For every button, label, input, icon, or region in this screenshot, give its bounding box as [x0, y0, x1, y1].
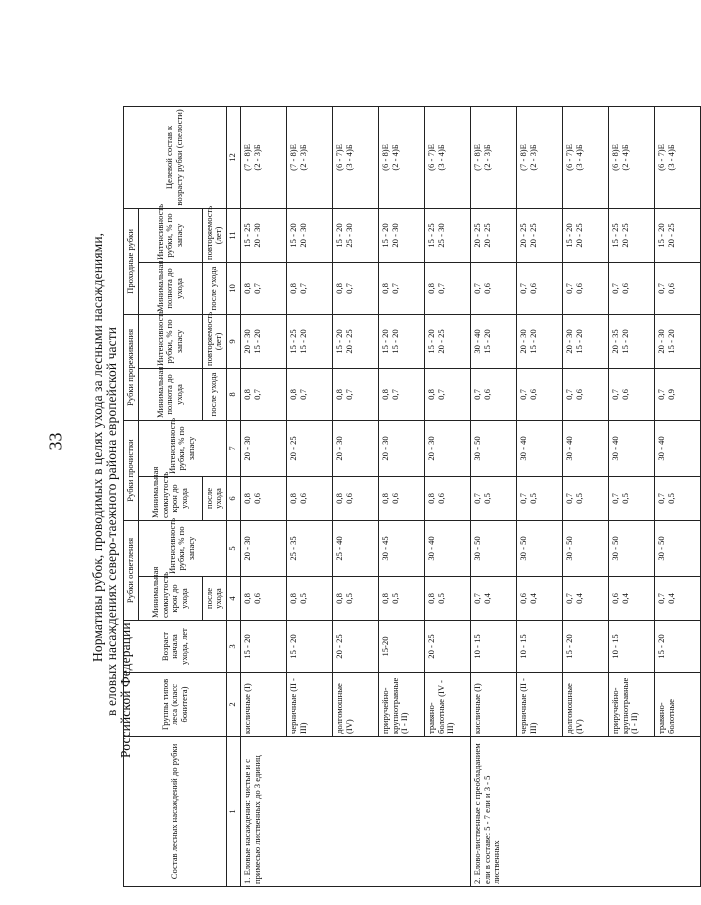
value-cell: 20 - 25 20 - 25 — [470, 208, 516, 262]
value-cell: 0,7 0,5 — [608, 476, 654, 520]
table-body — [240, 106, 700, 886]
value-cell: 0,8 0,6 — [378, 476, 424, 520]
col-number: 5 — [226, 520, 240, 576]
value-cell: 30 - 45 — [378, 520, 424, 576]
forest-type-cell: черничные (II - III) — [286, 673, 332, 737]
value-cell: 20 - 30 — [378, 420, 424, 476]
value-cell: (6 - 7)Е (3 - 4)Б — [424, 106, 470, 208]
value-cell: 0,7 0,4 — [654, 577, 700, 621]
col-number: 7 — [226, 420, 240, 476]
header-intensity-4: Интенсивность рубки, % по запасу — [138, 208, 202, 262]
header-min-completeness-1: Минимальная полнота до ухода — [138, 368, 202, 420]
header-thinning: Рубки прореживания — [124, 314, 139, 420]
value-cell: (6 - 7)Е (3 - 4)Б — [654, 106, 700, 208]
title-line-2: в еловых насаждениях северо-таежного района европейской части — [104, 326, 119, 716]
value-cell: 15-20 — [378, 621, 424, 673]
value-cell: 10 - 15 — [470, 621, 516, 673]
value-cell: 30 - 40 — [562, 420, 608, 476]
value-cell: 0,7 0,6 — [516, 262, 562, 314]
value-cell: 15 - 25 15 - 20 — [286, 314, 332, 368]
col-number: 8 — [226, 368, 240, 420]
value-cell: 0,8 0,6 — [286, 476, 332, 520]
group-name-cell: 2. Елово-лиственные с преобладанием ели в составе: 5 - 7 ели и 3 - 5 лиственных — [470, 737, 700, 887]
value-cell: 0,7 0,6 — [608, 368, 654, 420]
value-cell: 0,7 0,4 — [470, 577, 516, 621]
value-cell: 15 - 20 20 - 25 — [332, 314, 378, 368]
page-number: 33 — [45, 432, 66, 451]
value-cell: 0,8 0,5 — [424, 577, 470, 621]
header-clearing: Рубки осветления — [124, 520, 139, 620]
value-cell: 30 - 40 — [424, 520, 470, 576]
value-cell: 0,8 0,7 — [240, 262, 286, 314]
header-intensity-3: Интенсивность рубки, % по запасу — [138, 314, 202, 368]
norms-table — [123, 106, 701, 887]
value-cell: 0,8 0,7 — [286, 368, 332, 420]
forest-type-cell: долгомошные (IV) — [562, 673, 608, 737]
value-cell: (6 - 7)Е (3 - 4)Б — [332, 106, 378, 208]
value-cell: 0,7 0,6 — [654, 262, 700, 314]
value-cell: 30 - 40 — [608, 420, 654, 476]
value-cell: 15 - 20 20 - 25 — [424, 314, 470, 368]
header-after-care-2: после ухода — [202, 476, 226, 520]
value-cell: 0,8 0,6 — [240, 577, 286, 621]
value-cell: 20 - 25 20 - 25 — [516, 208, 562, 262]
col-number: 9 — [226, 314, 240, 368]
value-cell: 30 - 40 — [516, 420, 562, 476]
value-cell: 30 - 50 — [516, 520, 562, 576]
value-cell: 0,7 0,5 — [654, 476, 700, 520]
value-cell: 20 - 25 — [424, 621, 470, 673]
value-cell: 0,7 0,6 — [470, 368, 516, 420]
value-cell: (6 - 7)Е (3 - 4)Б — [562, 106, 608, 208]
rotated-table-container — [123, 107, 676, 887]
value-cell: 0,8 0,7 — [424, 262, 470, 314]
header-after-care-3: после ухода — [202, 368, 226, 420]
forest-type-cell: травяно-болотные (IV - III) — [424, 673, 470, 737]
value-cell: 20 - 30 — [424, 420, 470, 476]
header-passage: Проходные рубки — [124, 208, 139, 314]
header-composition: Состав лесных насаждений до рубки — [124, 737, 227, 887]
value-cell: (7 - 8)Е (2 - 3)Б — [286, 106, 332, 208]
column-numbers-row — [226, 106, 240, 886]
value-cell: 25 - 40 — [332, 520, 378, 576]
value-cell: (6 - 8)Е (2 - 4)Б — [608, 106, 654, 208]
col-number: 10 — [226, 262, 240, 314]
header-after-care-1: после ухода — [202, 577, 226, 621]
value-cell: 0,8 0,7 — [424, 368, 470, 420]
value-cell: 0,7 0,6 — [516, 368, 562, 420]
header-after-care-4: после ухода — [202, 262, 226, 314]
group-name-cell: 1. Еловые насаждения: чистые и с примесью лиственных до 3 единиц — [240, 737, 470, 887]
value-cell: 0,8 0,7 — [286, 262, 332, 314]
value-cell: 20 - 30 15 - 20 — [654, 314, 700, 368]
value-cell: 15 - 20 20 - 25 — [654, 208, 700, 262]
col-number: 12 — [226, 106, 240, 208]
title-line-3: Российской Федерации — [118, 622, 133, 758]
value-cell: 15 - 20 20 - 25 — [562, 208, 608, 262]
value-cell: 20 - 25 — [332, 621, 378, 673]
value-cell: 0,8 0,5 — [378, 577, 424, 621]
value-cell: 0,8 0,6 — [424, 476, 470, 520]
value-cell: 20 - 30 — [332, 420, 378, 476]
value-cell: 15 - 20 15 - 20 — [378, 314, 424, 368]
value-cell: 0,6 0,4 — [516, 577, 562, 621]
value-cell: 10 - 15 — [516, 621, 562, 673]
forest-type-cell: долгомошные (IV) — [332, 673, 378, 737]
value-cell: 0,7 0,6 — [562, 262, 608, 314]
value-cell: 15 - 20 20 - 30 — [378, 208, 424, 262]
value-cell: 30 - 50 — [562, 520, 608, 576]
value-cell: 15 - 20 — [654, 621, 700, 673]
value-cell: (6 - 8)Е (2 - 4)Б — [378, 106, 424, 208]
col-number: 3 — [226, 621, 240, 673]
value-cell: 30 - 50 — [470, 520, 516, 576]
value-cell: 0,8 0,5 — [286, 577, 332, 621]
header-forest-types: Группы типов леса (класс бонитета) — [124, 673, 227, 737]
header-min-closeness-1: Минимальная сомкнутость крон до ухода — [138, 577, 202, 621]
forest-type-cell: приручейно-крупнотравные (I - II) — [378, 673, 424, 737]
value-cell: 0,8 0,7 — [240, 368, 286, 420]
value-cell: 20 - 30 15 - 20 — [516, 314, 562, 368]
value-cell: 0,7 0,4 — [562, 577, 608, 621]
header-cleaning: Рубки прочистки — [124, 420, 139, 520]
value-cell: 15 - 20 — [286, 621, 332, 673]
value-cell: 0,8 0,6 — [332, 476, 378, 520]
value-cell: 0,8 0,7 — [332, 262, 378, 314]
value-cell: 0,8 0,7 — [378, 262, 424, 314]
title-line-1: Нормативы рубок, проводимых в целях ухода за лесными насаждениями, — [90, 232, 105, 662]
value-cell: (7 - 8)Е (2 - 3)Б — [470, 106, 516, 208]
value-cell: 15 - 20 20 - 30 — [286, 208, 332, 262]
value-cell: 30 - 40 15 - 20 — [470, 314, 516, 368]
value-cell: 0,7 0,9 — [654, 368, 700, 420]
header-start-age: Возраст начала ухода, лет — [124, 621, 227, 673]
header-row-1 — [124, 106, 139, 886]
header-target-composition: Целевой состав к возрасту рубки (спелости) — [124, 106, 227, 208]
value-cell: 20 - 30 — [240, 420, 286, 476]
table-row — [470, 106, 516, 886]
value-cell: 0,7 0,6 — [608, 262, 654, 314]
header-intensity-2: Интенсивность рубки, % по запасу — [138, 420, 226, 476]
col-number: 4 — [226, 577, 240, 621]
header-min-completeness-2: Минимальная полнота до ухода — [138, 262, 202, 314]
col-number: 1 — [226, 737, 240, 887]
value-cell: (7 - 8)Е (2 - 3)Б — [516, 106, 562, 208]
value-cell: 0,7 0,6 — [562, 368, 608, 420]
header-repeat-2: повторяемость (лет) — [202, 208, 226, 262]
value-cell: 20 - 35 15 - 20 — [608, 314, 654, 368]
value-cell: 15 - 25 25 - 30 — [424, 208, 470, 262]
value-cell: 0,8 0,7 — [378, 368, 424, 420]
value-cell: 0,7 0,5 — [470, 476, 516, 520]
value-cell: 25 - 35 — [286, 520, 332, 576]
value-cell: 20 - 30 15 - 20 — [562, 314, 608, 368]
value-cell: 0,8 0,6 — [240, 476, 286, 520]
forest-type-cell: травяно-болотные — [654, 673, 700, 737]
header-intensity-1: Интенсивность рубки, % по запасу — [138, 520, 226, 576]
table-row — [240, 106, 286, 886]
col-number: 2 — [226, 673, 240, 737]
forest-type-cell: черничные (II - III) — [516, 673, 562, 737]
value-cell: 20 - 30 — [240, 520, 286, 576]
value-cell: 15 - 25 20 - 25 — [608, 208, 654, 262]
value-cell: 0,8 0,5 — [332, 577, 378, 621]
value-cell: (7 - 8)Е (2 - 3)Б — [240, 106, 286, 208]
header-min-closeness-2: Минимальная сомкнутость крон до ухода — [138, 476, 202, 520]
forest-type-cell: кисличные (I) — [240, 673, 286, 737]
header-repeat-1: повторяемость (лет) — [202, 314, 226, 368]
value-cell: 20 - 30 15 - 20 — [240, 314, 286, 368]
value-cell: 15 - 20 — [240, 621, 286, 673]
value-cell: 20 - 25 — [286, 420, 332, 476]
value-cell: 15 - 20 25 - 30 — [332, 208, 378, 262]
col-number: 11 — [226, 208, 240, 262]
col-number: 6 — [226, 476, 240, 520]
forest-type-cell: кисличные (I) — [470, 673, 516, 737]
value-cell: 30 - 50 — [470, 420, 516, 476]
value-cell: 0,7 0,5 — [516, 476, 562, 520]
value-cell: 10 - 15 — [608, 621, 654, 673]
forest-type-cell: приручейно-крупнотравные (I - II) — [608, 673, 654, 737]
value-cell: 15 - 25 20 - 30 — [240, 208, 286, 262]
value-cell: 0,7 0,5 — [562, 476, 608, 520]
value-cell: 30 - 50 — [654, 520, 700, 576]
value-cell: 0,7 0,6 — [470, 262, 516, 314]
value-cell: 0,6 0,4 — [608, 577, 654, 621]
value-cell: 30 - 50 — [608, 520, 654, 576]
value-cell: 15 - 20 — [562, 621, 608, 673]
value-cell: 30 - 40 — [654, 420, 700, 476]
value-cell: 0,8 0,7 — [332, 368, 378, 420]
